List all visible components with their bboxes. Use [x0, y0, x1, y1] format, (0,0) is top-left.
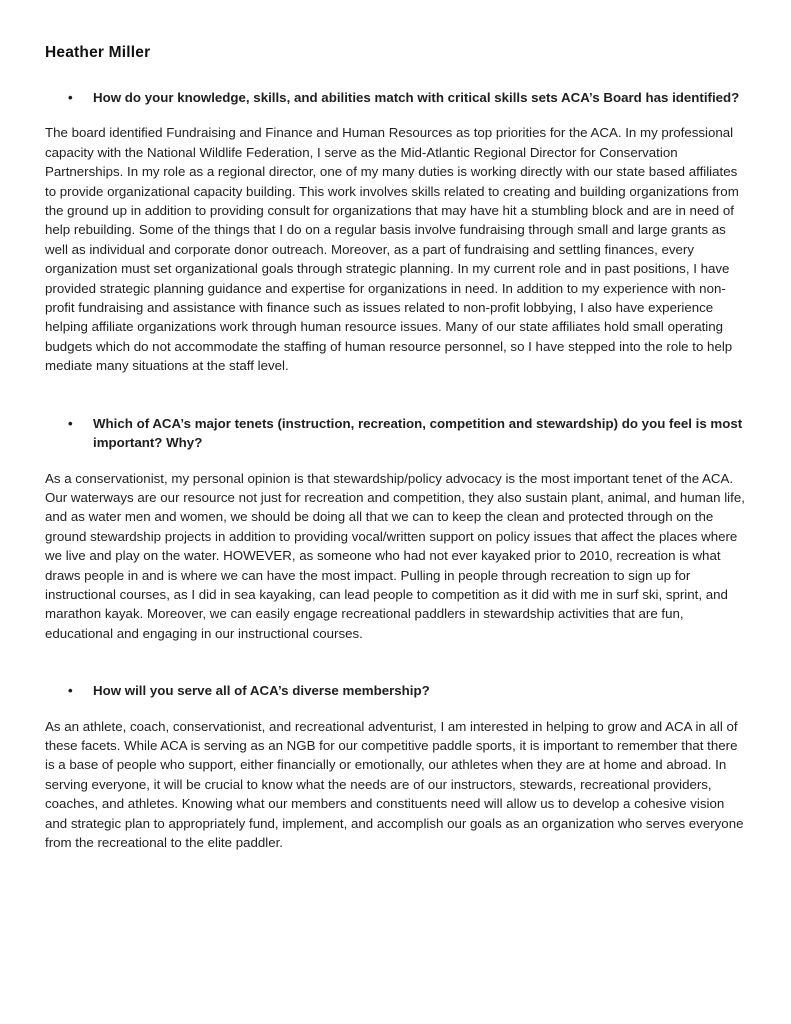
bullet-icon: •	[68, 90, 73, 105]
question-bullet-item	[45, 681, 746, 700]
question-bullet-item	[45, 88, 746, 107]
answer-paragraph: As an athlete, coach, conservationist, and recreational adventurist, I am interested in helping to grow and ACA in all of these facets. While ACA is serving as an NGB for our competitive paddle sports, it is important to remember that there is a base of people who support, either financially or emotionally, our athletes when they are at home and abroad. In serving everyone, it will be crucial to know what the needs are of our instructors, stewards, recreational providers, coaches, and athletes. Knowing what our members and constituents need will allow us to develop a cohesive vision and strategic plan to appropriately fund, implement, and accomplish our goals as an organization who serves everyone from the recreational to the elite paddler.	[45, 718, 744, 850]
question-text: How will you serve all of ACA’s diverse membership?	[93, 683, 430, 699]
question-bullet-item	[45, 414, 746, 453]
question-text: How do your knowledge, skills, and abilities match with critical skills sets ACA’s Board has identified?	[93, 90, 740, 105]
document-title: Heather Miller	[45, 44, 151, 61]
bullet-icon: •	[68, 415, 73, 431]
answer-paragraph: The board identified Fundraising and Finance and Human Resources as top priorities for the ACA. In my professional capacity with the National Wildlife Federation, I serve as the Mid-Atlantic Regional Director for Conservation Partnerships. In my role as a regional director, one of my many duties is working directly with our state based affiliates to provide organizational capacity building. This work involves skills related to creating and building organizations from the ground up in addition to providing consult for organizations that may have hit a stumbling block and are in need of help rebuilding. Some of the things that I do on a regular basis involve fundraising through small and large grants as well as individual and corporate donor outreach. Moreover, as a part of fundraising and settling finances, every organization must set organizational goals through strategic planning. In my current role and in past positions, I have provided strategic planning guidance and expertise for organizations in need. In addition to my experience with non-profit fundraising and assistance with finance such as issues related to non-profit lobbying, I also have experience helping affiliate organizations work through human resource issues. Many of our state affiliates hold small operating budgets which do not accommodate the staffing of human resource personnel, so I have stepped into the role to help mediate many situations at the staff level.	[45, 125, 739, 374]
bullet-icon: •	[68, 683, 73, 699]
question-text: Which of ACA’s major tenets (instruction, recreation, competition and stewardship) do you feel is most important? Why?	[93, 415, 743, 451]
answer-paragraph: As a conservationist, my personal opinion is that stewardship/policy advocacy is the most important tenet of the ACA. Our waterways are our resource not just for recreation and competition, they also sustain plant, animal, and human life, and as water men and women, we should be doing all that we can to keep the clean and protected through on the ground stewardship projects in addition to providing vocal/written support on policy issues that affect the places where we live and play on the water. HOWEVER, as someone who had not ever kayaked prior to 2010, recreation is what draws people in and is where we can have the most impact. Pulling in people through recreation to sign up for instructional courses, as I did in sea kayaking, can lead people to competition as it did with me in surf ski, sprint, and marathon kayak. Moreover, we can easily engage recreational paddlers in stewardship activities that are fun, educational and engaging in our instructional courses.	[45, 470, 745, 641]
